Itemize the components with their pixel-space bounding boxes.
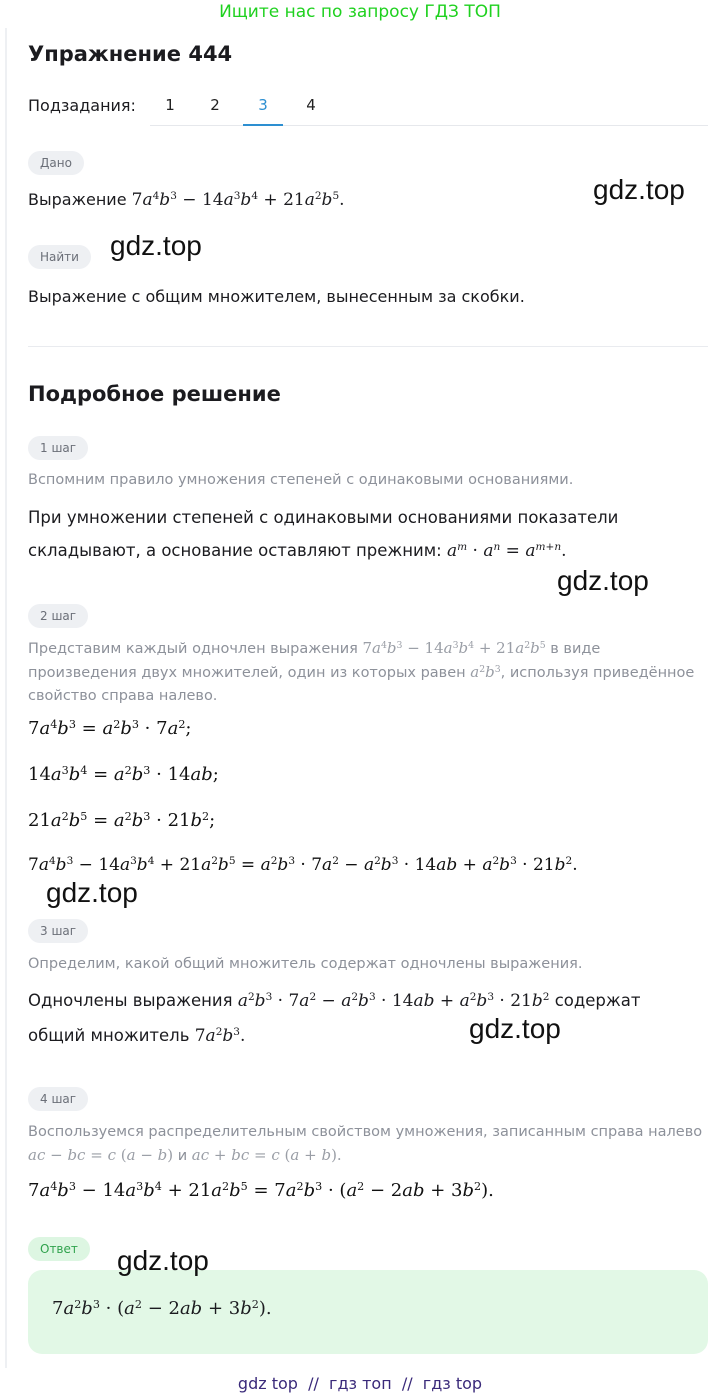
left-rule bbox=[5, 28, 7, 1368]
step-3-hint: Определим, какой общий множитель содержат одночлены выражения. bbox=[28, 956, 583, 972]
step-3-body-line2 bbox=[28, 1020, 245, 1052]
watermark-3: gdz.top bbox=[557, 565, 649, 596]
step-2-factor: $a^2b^3$ bbox=[470, 663, 501, 681]
step-2-hint-line1 bbox=[28, 636, 600, 661]
find-pill: Найти bbox=[28, 245, 91, 269]
step-4-pill: 4 шаг bbox=[28, 1087, 88, 1111]
step-4-formula-2: ac + bc = c (a + b). bbox=[191, 1146, 342, 1164]
step-2-hint-d: , используя приведённое bbox=[500, 665, 695, 681]
step-2-hint-b: в виде bbox=[550, 641, 601, 657]
step-2-hint-c: произведения двух множителей, один из которых равен bbox=[28, 665, 466, 681]
step-4-eq: $7a^4b^3 - 14a^3b^4 + 21a^2b^5 = 7a^2b^3 \cdot (a^2 - 2ab + 3b^2)$. bbox=[28, 1179, 494, 1201]
step-2-eq-3: $21a^2b^5 = a^2b^3 \cdot 21b^2$; bbox=[28, 809, 216, 831]
watermark-1: gdz.top bbox=[593, 174, 685, 205]
watermark-2: gdz.top bbox=[110, 230, 202, 261]
step-2-hint-a: Представим каждый одночлен выражения bbox=[28, 641, 358, 657]
divider bbox=[28, 346, 708, 347]
step-3-formula: $a^2b^3 \cdot 7a^2 - a^2b^3 \cdot 14ab + a^2b^3 \cdot 21b^2$ bbox=[237, 991, 550, 1011]
step-4-hint-a: Воспользуемся распределительным свойством умножения, записанным справа налево bbox=[28, 1124, 703, 1140]
step-4-hint-b: и bbox=[177, 1148, 188, 1164]
solution-title: Подробное решение bbox=[28, 382, 281, 406]
step-2-pill: 2 шаг bbox=[28, 604, 88, 628]
given-formula: $7a^4b^3 - 14a^3b^4 + 21a^2b^5$. bbox=[131, 190, 345, 210]
step-2-hint-line2 bbox=[28, 660, 694, 685]
step-1-body-line2 bbox=[28, 535, 567, 567]
step-4-formula-1: ac − bc = c (a − b) bbox=[28, 1146, 174, 1164]
step-2-hint-e: свойство справа налево. bbox=[28, 688, 218, 704]
given-label: Выражение bbox=[28, 190, 127, 209]
watermark-5: gdz.top bbox=[469, 1013, 561, 1044]
step-3-body-c: общий множитель bbox=[28, 1026, 190, 1045]
footer-links[interactable]: gdz top // гдз топ // гдз top bbox=[237, 1374, 483, 1393]
top-banner: Ищите нас по запросу ГДЗ ТОП bbox=[219, 2, 501, 22]
step-3-body-b: содержат bbox=[554, 991, 641, 1010]
answer-box bbox=[28, 1270, 708, 1354]
page-title: Упражнение 444 bbox=[28, 42, 233, 66]
step-2-eq-4: $7a^4b^3 - 14a^3b^4 + 21a^2b^5 = a^2b^3 \cdot 7a^2 - a^2b^3 \cdot 14ab + a^2b^3 \cdot 21b^2$. bbox=[28, 855, 578, 875]
step-1-hint: Вспомним правило умножения степеней с одинаковыми основаниями. bbox=[28, 472, 574, 488]
tab-1[interactable]: 1 bbox=[165, 96, 175, 114]
watermark-4: gdz.top bbox=[46, 877, 138, 908]
answer-pill: Ответ bbox=[28, 1237, 90, 1261]
step-3-pill: 3 шаг bbox=[28, 919, 88, 943]
given-text bbox=[28, 189, 345, 211]
step-1-body-line1: При умножении степеней с одинаковыми основаниями показатели bbox=[28, 508, 619, 527]
answer-formula: $7a^2b^3 \cdot (a^2 - 2ab + 3b^2)$. bbox=[52, 1297, 272, 1319]
step-3-common-factor: $7a^2b^3$. bbox=[194, 1026, 246, 1046]
given-pill: Дано bbox=[28, 151, 84, 175]
step-3-body-a: Одночлены выражения bbox=[28, 991, 233, 1010]
power-rule-formula: $a^m \cdot a^n = a^{m+n}$. bbox=[446, 541, 567, 561]
step-2-hint-formula: $7a^4b^3 - 14a^3b^4 + 21a^2b^5$ bbox=[362, 639, 546, 657]
step-2-eq-2: $14a^3b^4 = a^2b^3 \cdot 14ab$; bbox=[28, 763, 219, 785]
step-2-eq-1: $7a^4b^3 = a^2b^3 \cdot 7a^2$; bbox=[28, 717, 192, 739]
step-1-pill: 1 шаг bbox=[28, 436, 88, 460]
step-4-hint-line2 bbox=[28, 1143, 342, 1168]
step-1-body-text: складывают, а основание оставляют прежним: bbox=[28, 541, 442, 560]
subtasks-label: Подзадания: bbox=[28, 96, 136, 115]
find-text: Выражение с общим множителем, вынесенным за скобки. bbox=[28, 287, 525, 306]
watermark-6: gdz.top bbox=[117, 1245, 209, 1276]
tab-3[interactable]: 3 bbox=[243, 86, 283, 126]
tab-4[interactable]: 4 bbox=[306, 96, 316, 114]
subtask-tabs bbox=[150, 86, 708, 126]
tab-2[interactable]: 2 bbox=[210, 96, 220, 114]
